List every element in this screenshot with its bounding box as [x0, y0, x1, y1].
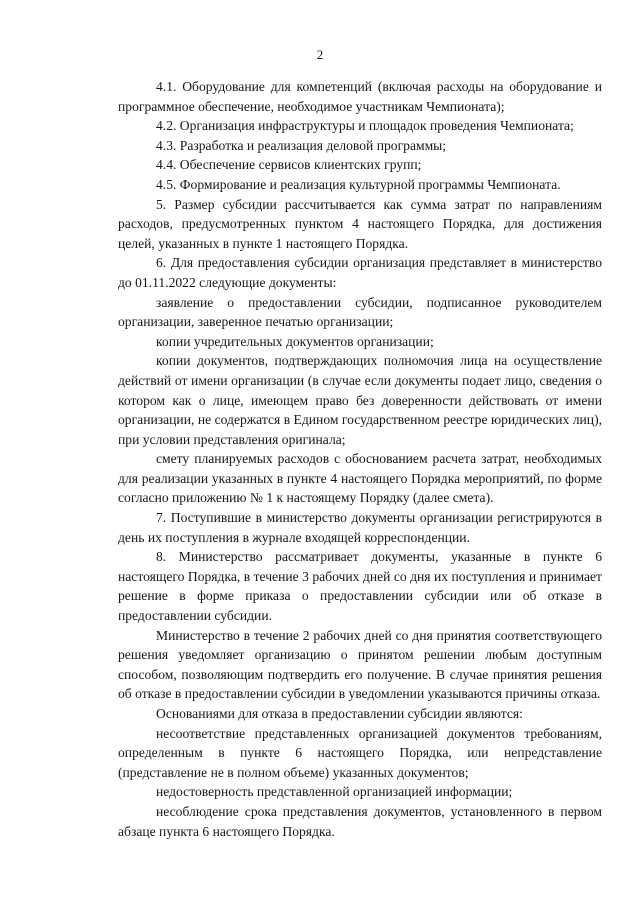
paragraph-8: 8. Министерство рассматривает документы, указанные в пункте 6 настоящего Порядка, в течение 3 рабочих дней со дня их поступления и принимает решение в форме приказа о предоставлении субсидии или об отказе в предоставлении субсидии. — [118, 549, 602, 624]
refusal-ground-inaccuracy: недостоверность представленной организацией информации; — [156, 784, 513, 800]
paragraph-4-3: 4.3. Разработка и реализация деловой программы; — [156, 137, 447, 153]
document-body — [118, 77, 602, 841]
paragraph-4-2: 4.2. Организация инфраструктуры и площадок проведения Чемпионата; — [156, 118, 574, 134]
refusal-ground-nonconformity: несоответствие представленных организацией документов требованиям, определенным в пункте 6 настоящего Порядка, или непредставление (представление не в полном объеме) указанных документов; — [118, 725, 602, 780]
document-item-authority-copies: копии документов, подтверждающих полномочия лица на осуществление действий от имени организации (в случае если документы подает лицо, сведения о котором как о лице, имеющем право без доверенности действовать от имени организации, не содержатся в Едином государственном реестре юридических лиц), при условии представления оригинала; — [118, 353, 602, 447]
page-number: 2 — [316, 47, 324, 62]
paragraph-notification: Министерство в течение 2 рабочих дней со дня принятия соответствующего решения уведомляет организацию о принятом решении любым доступным способом, позволяющим подтвердить его получение. В случае принятия решения об отказе в предоставлении субсидии в уведомлении указываются причины отказа. — [118, 627, 602, 702]
paragraph-5: 5. Размер субсидии рассчитывается как сумма затрат по направлениям расходов, предусмотренных пунктом 4 настоящего Порядка, для достижения целей, указанных в пункте 1 настоящего Порядка. — [118, 196, 602, 251]
paragraph-7: 7. Поступившие в министерство документы организации регистрируются в день их поступления в журнале входящей корреспонденции. — [118, 510, 602, 545]
refusal-ground-deadline: несоблюдение срока представления документов, установленного в первом абзаце пункта 6 настоящего Порядка. — [118, 803, 602, 839]
paragraph-6: 6. Для предоставления субсидии организация представляет в министерство до 01.11.2022 следующие документы: — [118, 255, 602, 290]
document-item-estimate: смету планируемых расходов с обоснованием расчета затрат, необходимых для реализации указанных в пункте 4 настоящего Порядка мероприятий, по форме согласно приложению № 1 к настоящему Порядку (далее смета). — [118, 451, 602, 506]
document-item-application: заявление о предоставлении субсидии, подписанное руководителем организации, заверенное печатью организации; — [118, 294, 602, 330]
paragraph-refusal-grounds: Основаниями для отказа в предоставлении субсидии являются: — [156, 706, 523, 721]
paragraph-4-1: 4.1. Оборудование для компетенций (включая расходы на оборудование и программное обеспечение, необходимое участникам Чемпионата); — [118, 79, 602, 114]
paragraph-4-5: 4.5. Формирование и реализация культурной программы Чемпионата. — [156, 176, 561, 192]
paragraph-4-4: 4.4. Обеспечение сервисов клиентских групп; — [156, 157, 422, 173]
document-item-charter-copies: копии учредительных документов организации; — [156, 333, 434, 349]
